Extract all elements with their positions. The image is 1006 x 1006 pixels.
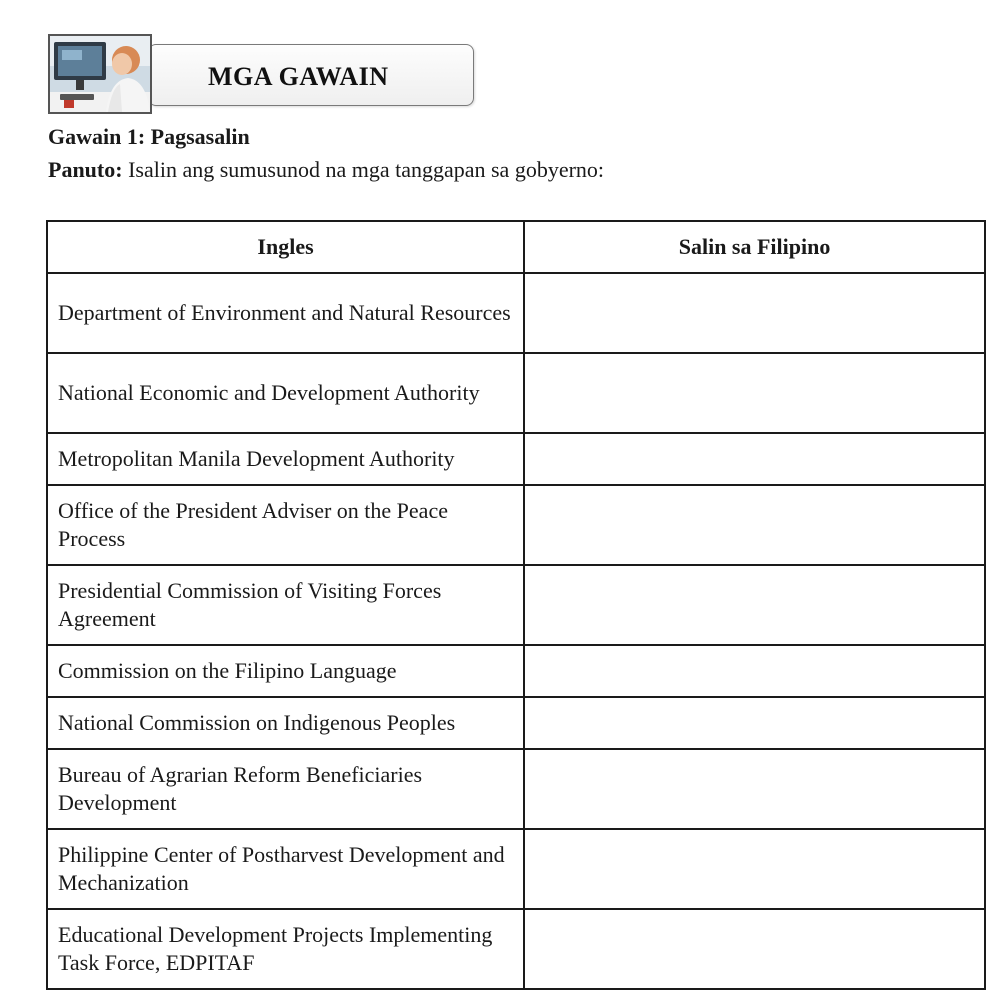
table-row (47, 565, 985, 645)
ingles-cell: Presidential Commission of Visiting Forces Agreement (47, 565, 524, 645)
column-header-salin: Salin sa Filipino (524, 221, 985, 273)
ingles-cell: National Commission on Indigenous Peoples (47, 697, 524, 749)
activity-instruction (48, 157, 604, 183)
table-row (47, 353, 985, 433)
table-row (47, 829, 985, 909)
table-row (47, 645, 985, 697)
ingles-cell: Metropolitan Manila Development Authority (47, 433, 524, 485)
banner-photo-image (48, 34, 152, 114)
salin-cell[interactable] (524, 273, 985, 353)
activity-title: Gawain 1: Pagsasalin (48, 124, 250, 149)
ingles-cell: Philippine Center of Postharvest Development and Mechanization (47, 829, 524, 909)
ingles-cell: Commission on the Filipino Language (47, 645, 524, 697)
table-row (47, 749, 985, 829)
ingles-cell: Educational Development Projects Implementing Task Force, EDPITAF (47, 909, 524, 989)
ingles-cell: National Economic and Development Authority (47, 353, 524, 433)
salin-cell[interactable] (524, 697, 985, 749)
salin-cell[interactable] (524, 829, 985, 909)
ingles-cell: Office of the President Adviser on the Peace Process (47, 485, 524, 565)
instruction-text: Isalin ang sumusunod na mga tanggapan sa gobyerno: (122, 157, 605, 182)
salin-cell[interactable] (524, 749, 985, 829)
table-row (47, 433, 985, 485)
salin-cell[interactable] (524, 645, 985, 697)
salin-cell[interactable] (524, 433, 985, 485)
salin-cell[interactable] (524, 909, 985, 989)
table-row (47, 697, 985, 749)
salin-cell[interactable] (524, 485, 985, 565)
table-header-row (47, 221, 985, 273)
ingles-cell: Department of Environment and Natural Resources (47, 273, 524, 353)
salin-cell[interactable] (524, 353, 985, 433)
column-header-ingles: Ingles (47, 221, 524, 273)
ingles-cell: Bureau of Agrarian Reform Beneficiaries Development (47, 749, 524, 829)
table-row (47, 485, 985, 565)
translation-table (46, 220, 986, 990)
banner-title: MGA GAWAIN (208, 62, 389, 91)
header-banner (48, 34, 474, 114)
table-row (47, 909, 985, 989)
person-at-computer-icon (50, 36, 150, 112)
instruction-label: Panuto: (48, 157, 123, 182)
table-row (47, 273, 985, 353)
salin-cell[interactable] (524, 565, 985, 645)
